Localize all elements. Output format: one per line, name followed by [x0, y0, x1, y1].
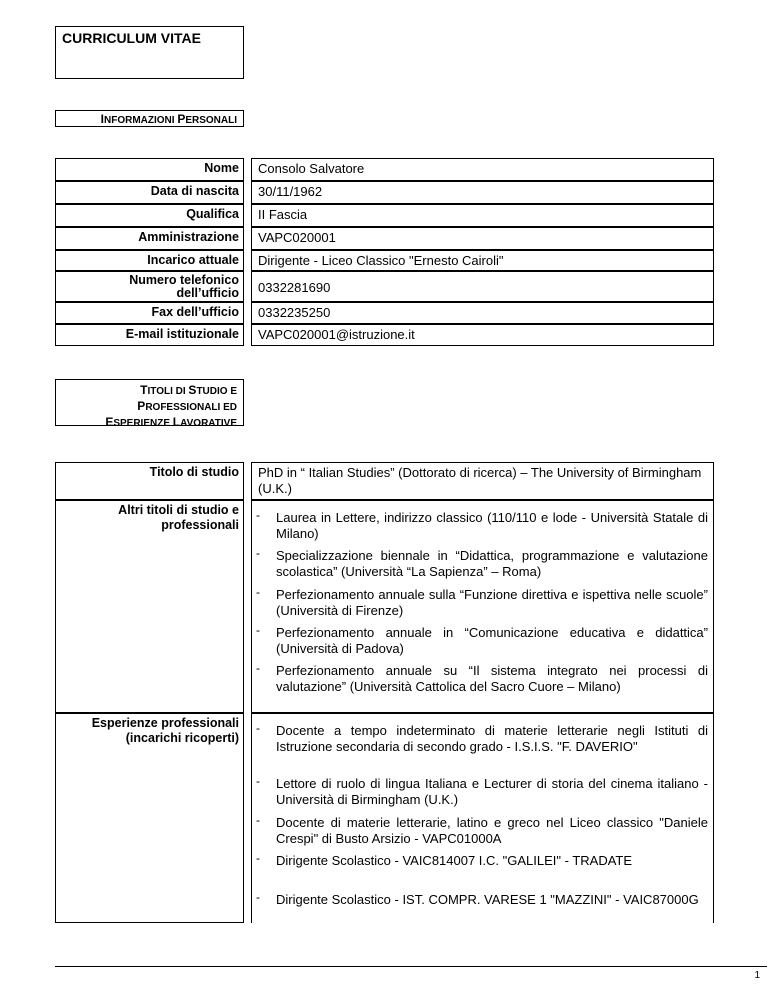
value-titolo-studio: PhD in “ Italian Studies” (Dottorato di ricerca) – The University of Birmingham (U.K.) [251, 462, 714, 500]
cv-title-box [55, 26, 244, 79]
value-data-nascita: 30/11/1962 [251, 181, 714, 204]
label-fax: Fax dell’ufficio [55, 302, 244, 324]
section-titoli-studio: TITOLI DI STUDIO E PROFESSIONALI ED ESPERIENZE LAVORATIVE [55, 379, 244, 426]
label-telefono: Numero telefonico dell’ufficio [55, 271, 244, 302]
cv-title: CURRICULUM VITAE [62, 30, 201, 46]
list-item-altri-3: - Perfezionamento annuale sulla “Funzione direttiva e ispettiva nelle scuole” (Università di Firenze) [256, 585, 708, 618]
value-email: VAPC020001@istruzione.it [251, 324, 714, 346]
label-data-nascita: Data di nascita [55, 181, 244, 204]
value-fax: 0332235250 [251, 302, 714, 324]
value-telefono: 0332281690 [251, 271, 714, 302]
list-item-esperienze-3: - Docente di materie letterarie, latino e greco nel Liceo classico "Daniele Crespi" di Busto Arsizio - VAPC01000A [256, 813, 708, 846]
list-item-altri-2: - Specializzazione biennale in “Didattica, programmazione e valutazione scolastica” (Università “La Sapienza” – Roma) [256, 546, 708, 579]
list-item-esperienze-2: - Lettore di ruolo di lingua Italiana e Lecturer di storia del cinema italiano - Università di Birmingham (U.K.) [256, 774, 708, 807]
list-item-esperienze-4: - Dirigente Scolastico - VAIC814007 I.C. "GALILEI" - TRADATE [256, 851, 633, 868]
label-incarico-attuale: Incarico attuale [55, 250, 244, 271]
list-item-esperienze-5: - Dirigente Scolastico - IST. COMPR. VARESE 1 "MAZZINI" - VAIC87000G [256, 890, 699, 907]
footer-rule [55, 966, 767, 967]
list-item-altri-5: - Perfezionamento annuale su “Il sistema integrato nei processi di valutazione” (Università Cattolica del Sacro Cuore – Milano) [256, 661, 708, 694]
label-nome: Nome [55, 158, 244, 181]
label-email: E-mail istituzionale [55, 324, 244, 346]
list-item-altri-1: - Laurea in Lettere, indirizzo classico (110/110 e lode - Università Statale di Milano) [256, 508, 708, 541]
label-qualifica: Qualifica [55, 204, 244, 227]
label-titolo-studio: Titolo di studio [55, 462, 244, 500]
label-amministrazione: Amministrazione [55, 227, 244, 250]
list-item-esperienze-1: - Docente a tempo indeterminato di materie letterarie negli Istituti di Istruzione secondaria di secondo grado - I.S.I.S. "F. DAVERIO" [256, 721, 708, 754]
section-personal-info: INFORMAZIONI PERSONALI [55, 110, 244, 127]
label-esperienze: Esperienze professionali (incarichi ricoperti) [55, 713, 244, 923]
value-amministrazione: VAPC020001 [251, 227, 714, 250]
label-altri-titoli: Altri titoli di studio e professionali [55, 500, 244, 713]
value-nome: Consolo Salvatore [251, 158, 714, 181]
value-qualifica: II Fascia [251, 204, 714, 227]
value-incarico-attuale: Dirigente - Liceo Classico "Ernesto Cairoli" [251, 250, 714, 271]
list-item-altri-4: - Perfezionamento annuale in “Comunicazione educativa e didattica” (Università di Padova) [256, 623, 708, 656]
page-number: 1 [754, 970, 760, 981]
